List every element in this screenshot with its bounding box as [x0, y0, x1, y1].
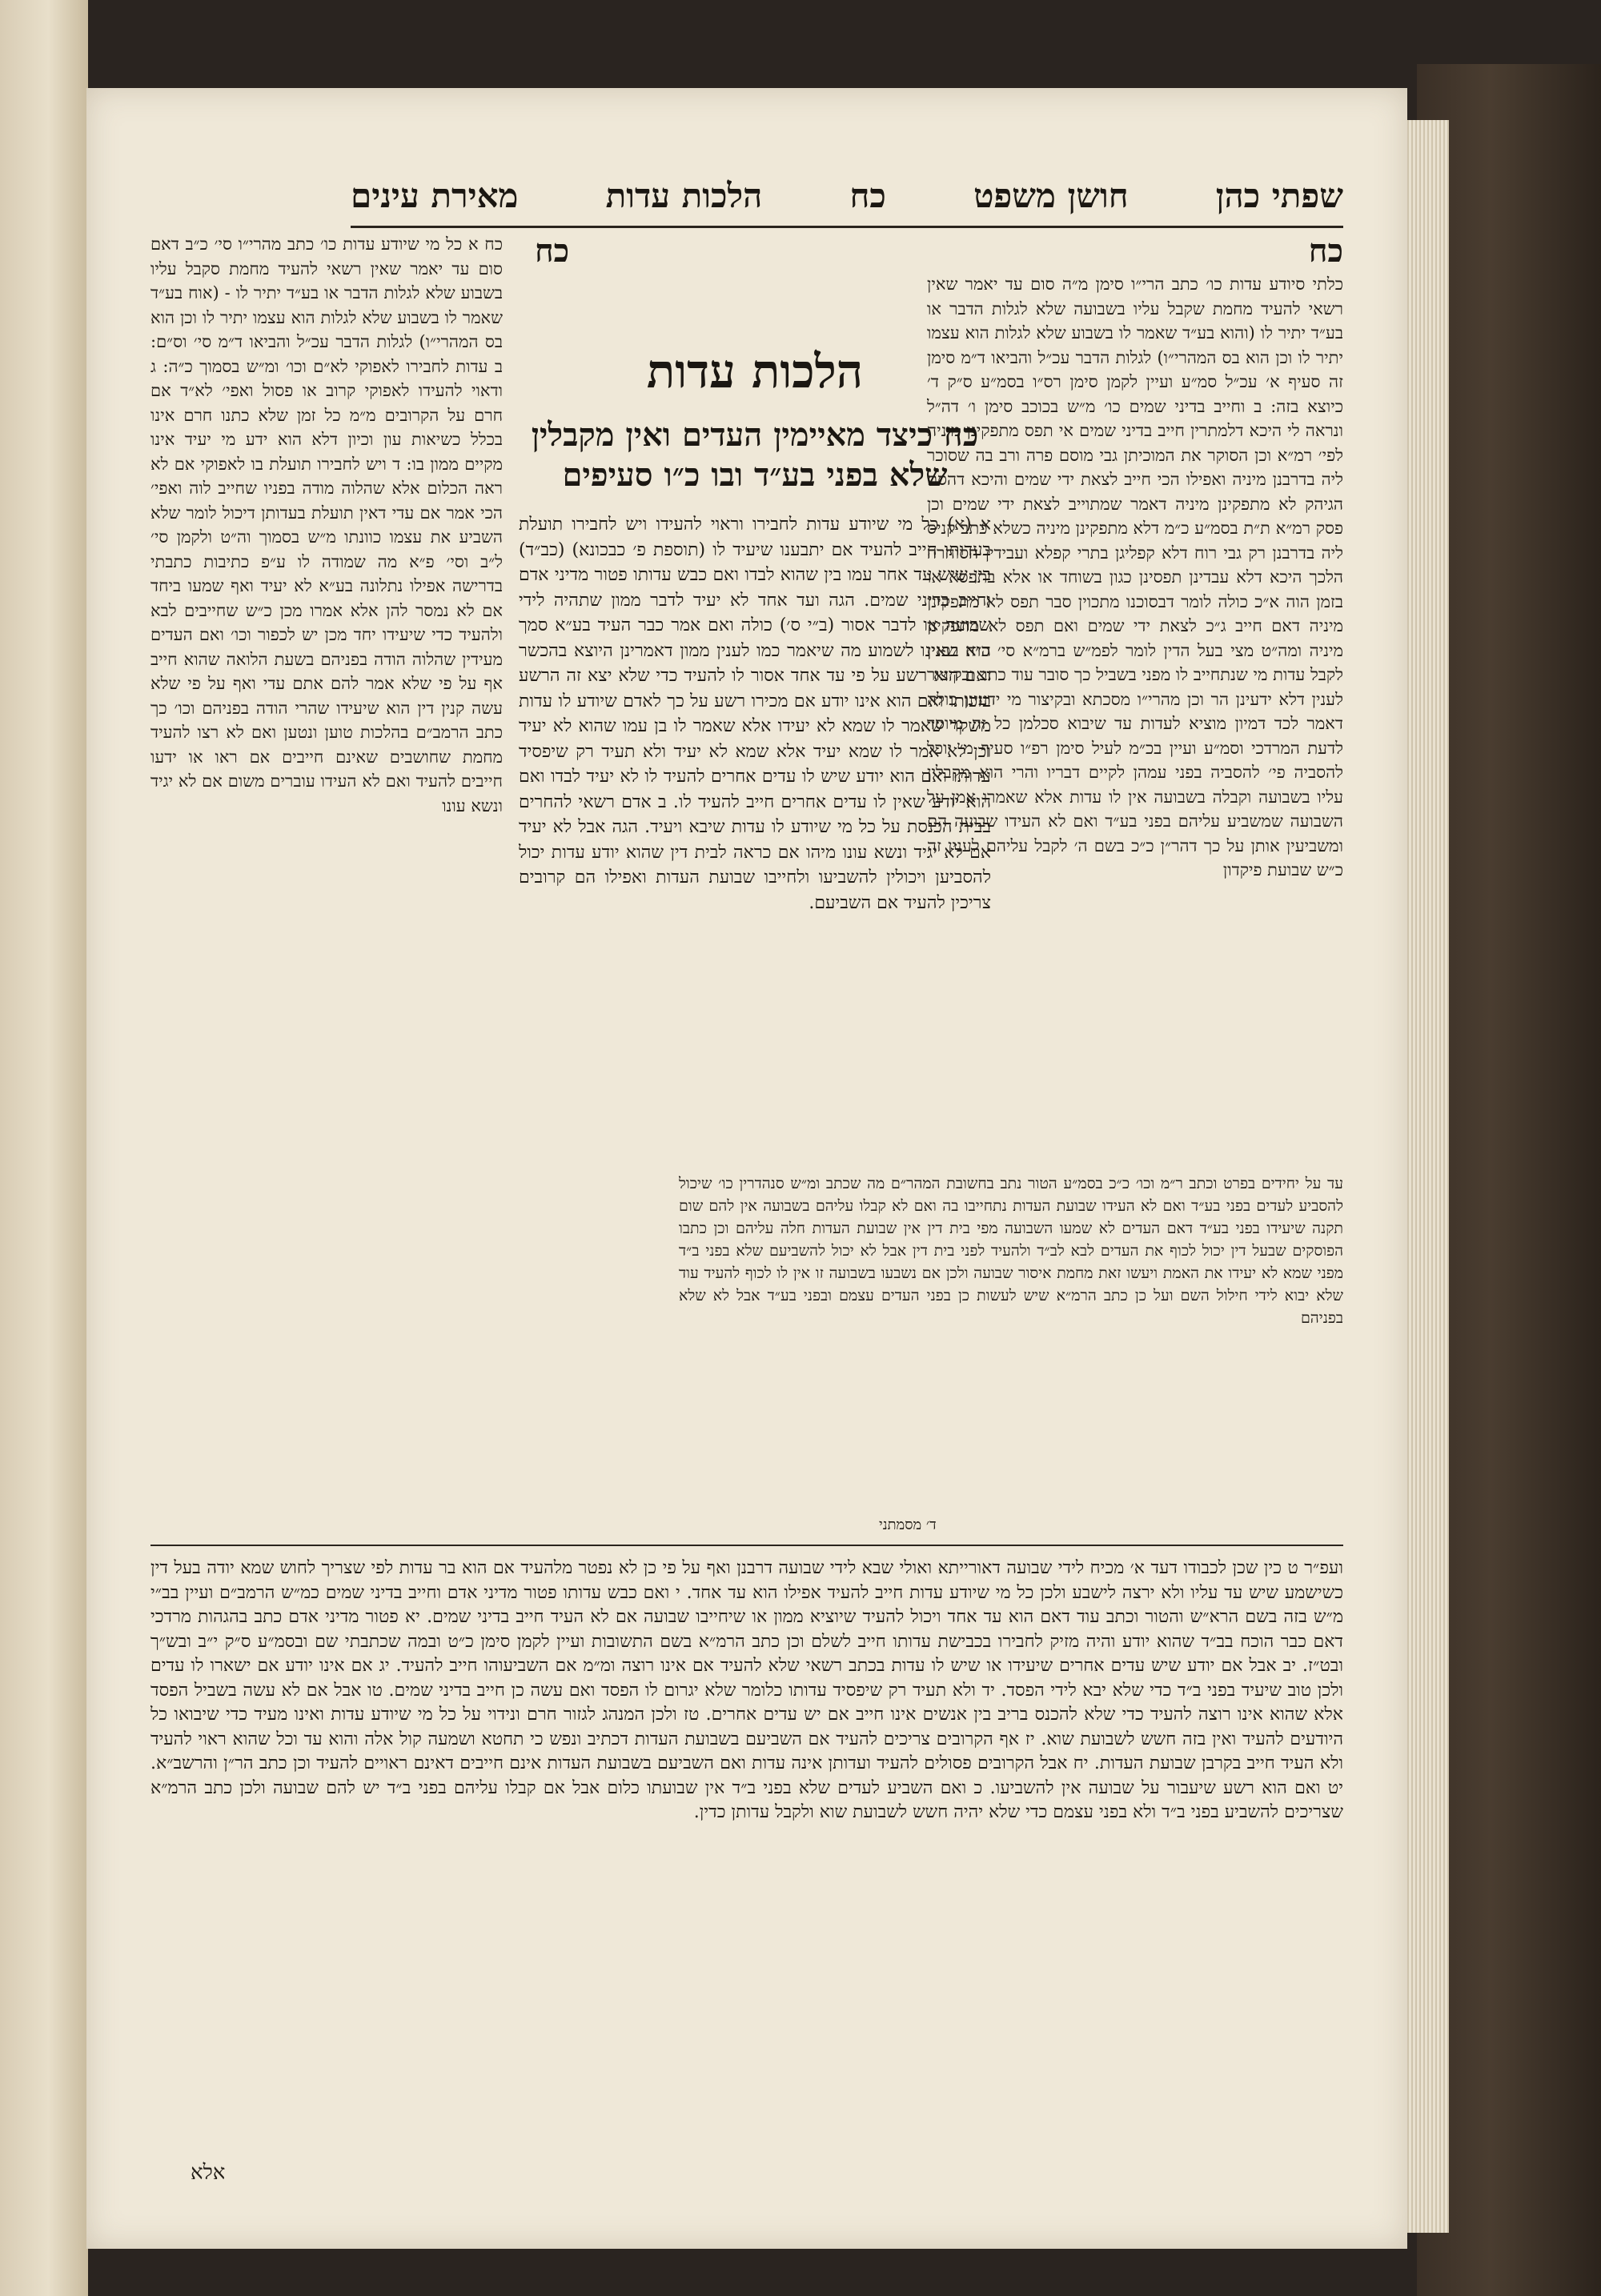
header-code-title: חושן משפט [973, 176, 1129, 215]
right-commentary-text: כלתי סיודע עדות כו׳ כתב הרי״ו סימן מ״ה סום עד יאמר שאין רשאי להעיד מחמת שקבל עליו בשבועה שלא לגלות הדבר או בע״ד יתיר לו (והוא בע״ד שאמר לו בשבוע שלא לגלות הוא עצמו יתיר לו וכן הוא בס המהרי״ו) לגלות הדבר עכ״ל והביאו ד״מ סימן זה סעיף א׳ עכ״ל סמ״ע ועיין לקמן סימן רס״ו בסמ״ע ס״ק ד׳ כיוצא בזה: ב וחייב בדיני שמים כו׳ מ״ש בכוכב סימן ו׳ דה״ל ונראה לי היכא דלמתרין חייב בדיני שמים אי תפס מתפקינן מיניה לפי׳ רמ״א וכן הסוקר את המוכיתן גבי מוסם פרה ורב בה שסוכר ליה בדרבנן מיניה ואפילו הכי חייב לצאת ידי שמים והיכא דהסם הגיהק לא מתפקינן מיניה דאמר שמתוייב לצאת ידי שמים וכן פסק רמ״א ת״ת בסמ״ע כ״מ דלא מתפקינן מיניה כשלא כתב קניס ליה בדרבנן רק גבי רוח דלא קפליגן בתרי קפלא ועבידין הסוחרה הלכך היכא דלא עבדינן תפסינן כגון בשוחד או אלא בתפסא או בזמן הוה א״כ כולה לומר דבסוכנו מתכוין סבר תפס לא מתפקינן מיניה דאם חייב ג״כ לצאת ידי שמים ואם תפס לא מתפקינן מיניה ומה״ט מצי בעל הדין לומר לפמ״ש ברמ״א סי׳ כ״ח שאין לקבל עדות מי שנתחייב לו מפני בשביל כך סובר עוד כתב ובקיצור לענין דלא ידעינן הר וכן מהרי״ו מסכתא ובקיצור מי ידעינן כולה דאמר לכד דמיון מוציא לעדות עד שיבוא סכלמן כל זה מיוסד לדעת המרדכי וסמ״ע ועיין בכ״מ לעיל סימן רפ״ו סעיף מ׳ יוכל להסביה פי׳ להסביה בפני עמהן לקיים דבריו והרי הוא מקבלין עליו בשבועה וקבלה בשבועה אין לו עדות אלא שאמרו אמן על השבועה שמשביע עליהם בפני בע״ד ואם לא העידו שבועה הם ומשביעין אותן על כך דהר״ן כ״כ בשם ה׳ לקבל עליהם לענין זה כ״ש שבועת פיקדון [927, 274, 1343, 880]
left-commentary-text: כח א כל מי שיודע עדות כו׳ כתב מהרי״ו סי׳ כ״ב דאם סום עד יאמר שאין רשאי להעיד מחמת סקבל עליו בשבוע שלא לגלות הדבר או בע״ד יתיר לו - (אוח בע״ד שאמר לו בשבוע שלא לגלות הוא עצמו יתיר לו וכן הוא בס המהרי״ו) לגלות הדבר עכ״ל והביאו ד״מ סי׳ וס״ם: ב עדות לחבירו לאפוקי לא״ם וכו׳ ומ״ש בסמוך כ״ה: ג ודאוי להעידו לאפוקי קרוב או פסול ואפי׳ לא״ד אם חרם על הקרובים מ״מ כל זמן שלא כתנו חרם אינו בכלל כשיאות עון וכיון דלא הוא ידע מי יעיד אינו מקיים ממון בו: ד ויש לחבירו תועלת בו לאפוקי אם לא ראה הכלום אלא שהלוה מודה בפניו שחייב לוה ואפי׳ הכי אמר אם עדי דאין תועלת בעדותן דיכול לומר שלא השביע את עצמו כוונתו מ״ש בסמוך וה״ט ולקמן סי׳ ל״ב וסי׳ פ״א מה שמודה לו ע״פ כתיבות כתבתי בדרישה אפילו נתלונה בע״א לא יעיד ואף שמעו ביחד אם לא נמסר להן אלא אמרו מכן כ״ש שחייבים לבא ולהעיד כדי שיעידו יחד מכן יש לכפור וכו׳ ואם העדים מעידין שהלוה הודה בפניהם בשעת הלואה שהוא חייב אף על פי שלא אמר להם אתם עדי ואף על פי שלא עשה קנין דין הוא שיעידו שהרי הודה בפניהם וכו׳ כך כתב הרמב״ם בהלכות טוען ונטען ואם לא רצו להעיד מחמת שחושבים שאינם חייבים אם ראו או ידעו חייבים להעיד ואם לא העידו עוברים משום אם לא יגיד ונשא עונו [150, 234, 503, 815]
right-lower-text: עד על יחידים בפרט וכתב ר״מ וכו׳ כ״כ בסמ״ע הטור נתב בחשובת המהר״ם מה שכתב ומ״ש סנהדרין כו׳ שיכול להסביע לעדים בפני בע״ד ואם לא העידו שבועת העדות נתחייבו בה ואם לא קבלו עליהם בשבועה אין להם שום תקנה שיעידו בפני בע״ד דאם העדים לא שמעו השבועה מפי בית דין אין שבועת העדות חלה עליהם וכן כתבו הפוסקים שבעל דין יכול לכוף את העדים לבא לב״ד ולהעיד לפני בית דין אבל לא יכול להשביעם שלא בפני ב״ד מפני שמא לא יעידו את האמת ויעשו זאת מחמת איסור שבועה ולכן אם נשבעו בשבועה זו אין לו לכוף להעיד עוד שלא יבוא לידי חילול השם ועל כן כתב הרמ״א שיש לעשות כן בפני העדים עצמם ובפני בע״ד אבל לא שלא בפניהם [679, 1175, 1343, 1327]
header-section-title: הלכות עדות [605, 176, 763, 215]
catchword: אלא [191, 2161, 226, 2185]
book-page [86, 88, 1407, 2249]
column-end-note: ד׳ מסמתני [879, 1517, 937, 1533]
bottom-text: ועפ״ר ט כין שכן לכבודו דעד א׳ מכיח לידי שבועה דאורייתא ואולי שבא לידי שבועה דרבנן ואף על פי כן לא נפטר מלהעיד אם הוא בר עדות לפי שצריך לחוש שמא יודה בעל דין כשישמע שיש עד עליו ולא ירצה לישבע ולכן כל מי שיודע עדות חייב להעיד אפילו הוא עד אחד. י ואם כבש עדותו פטור מדיני אדם וחייב בדיני שמים כמ״ש הרמב״ם ועיין בב״י מ״ש בזה בשם הרא״ש והטור וכתב עוד דאם הוא עד אחד ויכול להעיד שיוציא ממון או שיחייבו שבועה אם לא העיד חייב בדיני שמים. יא פטור מדיני אדם כתב בהגהות מרדכי דאם כבר הוכח בב״ד שהוא יודע והיה מזיק לחבירו בכבישת עדותו חייב לשלם וכן כתב הרמ״א בשם התשובות ועיין לקמן סימן כ״ט ובמה שכתבתי שם ובסמ״ע ס״ק י״ב ובש״ך ובט״ז. יב אבל אם יודע שיש עדים אחרים שיעידו או שיש לו עדות בכתב רשאי שלא להעיד אם אינו רוצה ומ״מ אם השביעוהו חייב להעיד. יג אם אינו יודע אם ישארו לו עדים ולכן טוב שיעיד בפני ב״ד כדי שלא יבא לידי הפסד. יד ולא תעיד רק שיפסיד עדותו כלומר שלא יגרום לו הפסד ואם עשה כן חייב בדיני שמים. טו אבל אם לא עשה בשביל הפסד אלא שהוא אינו רוצה להעיד כדי שלא להכנס בריב בין אנשים אינו חייב אם יש עדים אחרים. טז ולכן המנהג לגזור חרם ונידוי על כל מי שיודע עדות ואינו מעיד כדי שיבואו כל היודעים להעיד ואין בזה חשש לשבועת שוא. יז אף הקרובים צריכים להעיד אם השביעם בשבועת העדות דכתיב ונפש כי תחטא ושמעה קול אלה והוא עד וכל שהוא ראוי להעיד ולא העיד חייב בקרבן שבועת העדות. יח אבל הקרובים פסולים להעיד ועדותן אינה עדות ואם השביעם בשבועת העדות אינם חייבים דאינם ראויים להעיד וכן כתב הר״ן והרשב״א. יט ואם הוא רשע שיעבור על שבועה אין להשביעו. כ ואם השביע לעדים שלא בפני ב״ד אין שבועתו כלום אבל אם קבלו עליהם בפני ב״ד יש להם שבועה ולכן כתב הרמ״א שצריכים להשביע בפני ב״ד ולא בפני עצמם כדי שלא יהיה חשש לשבועת שוא ולקבל עדותן כדין. [150, 1558, 1343, 1822]
header-siman-number: כח [849, 176, 886, 215]
header-rule [351, 226, 1343, 228]
left-page-edge [0, 0, 88, 2296]
main-heading-line1: הלכות עדות [646, 344, 864, 399]
left-commentary-column [150, 232, 503, 1497]
running-header [351, 168, 1343, 224]
main-text: א (א) כל מי שיודע עדות לחבירו וראוי להעידו ויש לחבירו תועלת בעדותו חייב להעיד אם יתבענו שיעיד לו (תוספת פ׳ כבכונא) (כב״ד) בין שיש עד אחר עמו בין שהוא לבדו ואם כבש עדותו פטור מדיני אדם וחייב בדיני שמים. הגה ועד אחד לא יעיד לדבר ממון שתהיה לידי שבועה או לדבר אסור (ב״י ס׳) כולה ואם אמר כבר העיד בע״א סמך הוא בפנינו לשמוע מה שיאמר כמו לענין ממון דאמרינן היוצא בהכשר ואם הוא רשע על פי עד אחד אסור לו להעיד כדי שלא יצא זה הרשע בזכותו ואם הוא אינו יודע אם מכירו רשע על כך לאדם שיודע לו עדות משקר שאמר לו שמא לא יעידו אלא שאמר לו בן עמו שהוא לא יעיד וכן לא אמר לו שמא יעיד אלא שמא לא יעיד ולא תעיד רק שיפסיד עדותו ואם הוא יודע שיש לו עדים אחרים להעיד לו לא יעיד לבדו ואם הוא יודע שאין לו עדים אחרים חייב להעיד לו. ב אדם רשאי להחרים בבית הכנסת על כל מי שיודע לו עדות שיבא ויעיד. הגה אבל לא יעיד אם לא יגיד ונשא עונו מיהו אם כראה לבית דין שהוא יודע עדות יכול להסביען ויכולין להשביעו ולחייבו שבועת העדות ואפילו הם קרובים צריכין להעיד אם השביעם. [519, 515, 991, 913]
bottom-text-block [150, 1557, 1343, 2085]
right-siman-marker: כח [1308, 232, 1343, 270]
main-heading-line3: שלא בפני בע״ד ובו כ״ו סעיפים [562, 456, 948, 494]
right-lower-column [679, 1172, 1343, 1485]
left-siman-marker: כח [535, 232, 570, 270]
header-right-title: שפתי כהן [1215, 176, 1343, 215]
main-heading-line2: כח כיצד מאיימין העדים ואין מקבלין [531, 416, 979, 454]
header-left-title: מאירת עינים [351, 176, 519, 215]
main-text-column [519, 512, 991, 1176]
section-divider [150, 1545, 1343, 1546]
